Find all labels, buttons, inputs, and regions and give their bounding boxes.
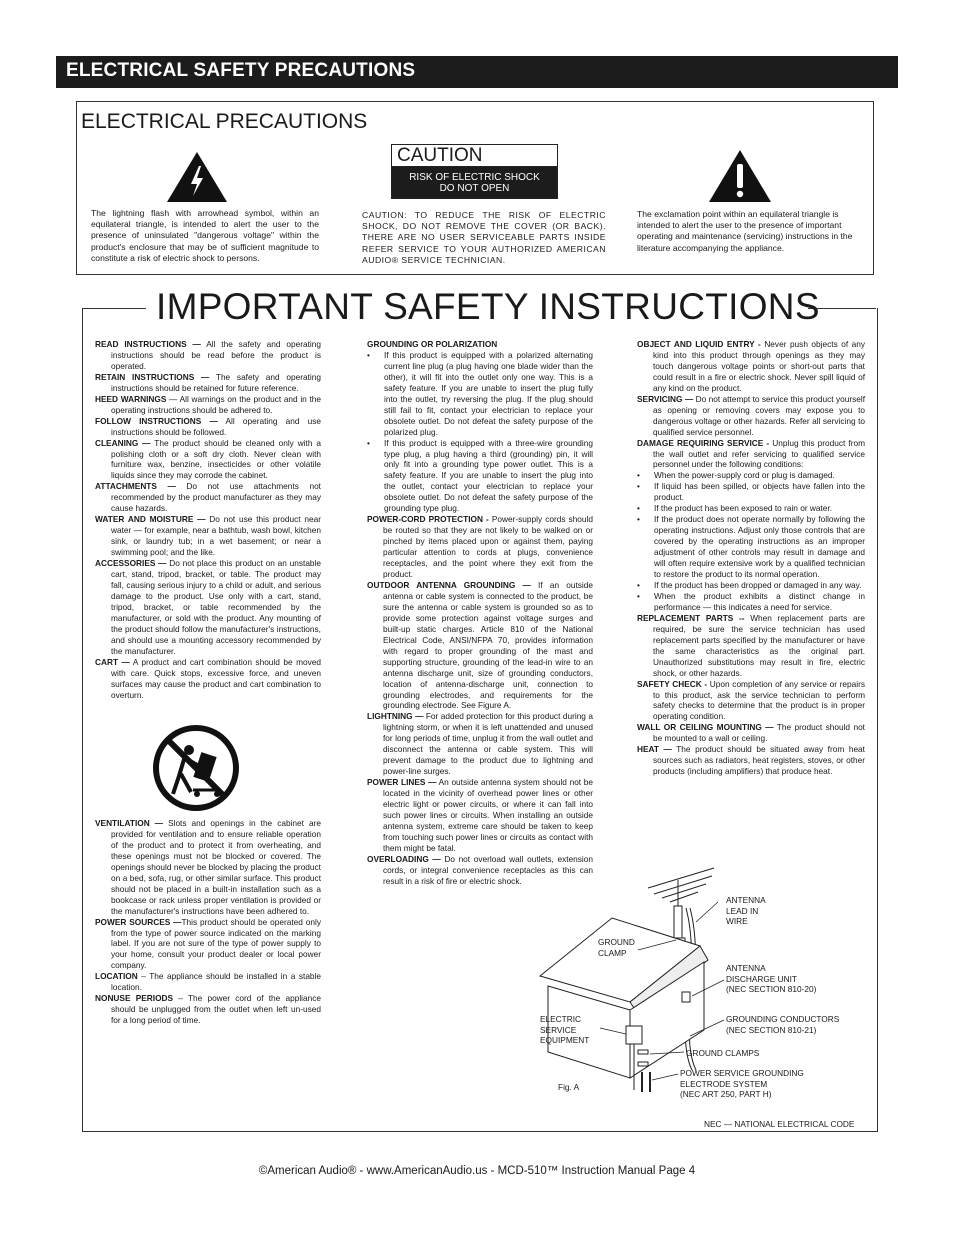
instruction-item: WALL OR CEILING MOUNTING — The product should not be mounted to a wall or ceiling.	[637, 722, 865, 744]
instruction-item: CART — A product and cart combination should be moved with care. Quick stops, excessive force, and uneven surfaces may cause the product and cart combination to overturn.	[95, 656, 321, 700]
instruction-item: HEED WARNINGS — All warnings on the product and in the operating instructions should be adhered to.	[95, 393, 322, 415]
label-ground-clamp: GROUND CLAMP	[598, 937, 635, 958]
caution-text: CAUTION: TO REDUCE THE RISK OF ELECTRIC SHOCK, DO NOT REMOVE THE COVER (OR BACK). THERE ARE NO USER SERVICEABLE PARTS INSIDE REFER SERVICE TO YOUR AUTHORIZED AMERICAN AUDIO® SERVICE TECHNICIAN.	[362, 210, 606, 265]
instruction-item: POWER LINES — An outside antenna system should not be located in the vicinity of overhead power lines or other electric light or power circuits, or where it can fall into such power lines or circuits. When installing an outside antenna system, extreme care should be taken to keep from touching such power lines or circuits as contact with them might be fatal.	[367, 777, 594, 853]
damage-condition-bullet: • If the product has been exposed to rain or water.	[637, 503, 865, 514]
cart-warning-icon	[151, 724, 241, 812]
antenna-grounding-diagram	[520, 866, 750, 1098]
electrical-precautions-box	[76, 101, 874, 275]
label-ground-clamps: GROUND CLAMPS	[686, 1048, 760, 1058]
caution-heading: CAUTION	[392, 145, 557, 167]
instruction-item: ACCESSORIES — Do not place this product on an unstable cart, stand, tripod, bracket, or table. The product may fall, causing serious injury to a child or adult, and serious damage to the product. Use only with a cart, stand, tripod, bracket, or table recommended by the manufacturer, or sold with the product. Any mounting of the product should follow the manufacturer's instructions, and should use a mounting accessory recommended by the manufacturer.	[95, 558, 322, 656]
isi-column-2-items	[367, 514, 593, 886]
exclamation-warning-icon	[707, 148, 773, 204]
instruction-item: VENTILATION — Slots and openings in the cabinet are provided for ventilation and to ensure reliable operation of the product and to protect it from overheating, and these openings must not be blocked or covered. The openings should never be blocked by placing the product on a bed, sofa, rug, or other similar surface. This product should not be placed in a built-in installation such as a bookcase or rack unless proper ventilation is provided or the manufacturer's instructions have been adhered to.	[95, 818, 321, 916]
caution-sub-line-1: RISK OF ELECTRIC SHOCK	[409, 172, 540, 183]
caution-label-box	[391, 144, 558, 199]
figure-label: Fig. A	[558, 1082, 580, 1092]
grounding-bullets	[367, 350, 593, 514]
instruction-item: NONUSE PERIODS – The power cord of the appliance should be unplugged from the outlet when left un-used for a long period of time.	[95, 993, 322, 1026]
banner-title: ELECTRICAL SAFETY PRECAUTIONS	[66, 60, 416, 81]
instruction-item: LIGHTNING — For added protection for this product during a lightning storm, or when it is left unattended and unused for long periods of time, unplug it from the wall outlet and disconnect the antenna or cable system. This will prevent damage to the product due to lightning and power-line surges.	[367, 711, 593, 777]
damage-condition-bullet: • If the product does not operate normally by following the operating instructions. Adjust only those controls that are covered by the operating instructions as an improper adjustment of other controls may result in damage and will often require extensive work by a qualified technician to restore the product to its normal operation.	[637, 514, 865, 580]
instruction-item: READ INSTRUCTIONS — All the safety and operating instructions should be read before the product is operated.	[95, 339, 321, 371]
damage-condition-bullet: • If liquid has been spilled, or objects have fallen into the product.	[637, 481, 865, 503]
instruction-item: WATER AND MOISTURE — Do not use this product near water — for example, near a bathtub, wash bowl, kitchen sink, or laundry tub; in a wet basement; or near a swimming pool; and the like.	[95, 514, 321, 558]
isi-column-3-bottom	[637, 613, 865, 777]
lightning-warning-icon	[165, 150, 229, 204]
label-antenna-discharge-unit: ANTENNA DISCHARGE UNIT (NEC SECTION 810-20)	[726, 963, 817, 994]
exclamation-symbol-text: The exclamation point within an equilateral triangle is intended to alert the user to the presence of important operating and maintenance (servicing) instructions in the literature accompanying the appliance.	[637, 209, 853, 253]
instruction-item: OBJECT AND LIQUID ENTRY - Never push objects of any kind into this product through openings as they may touch dangerous voltage points or short-out parts that could result in a fire or electric shock. Never spill liquid of any kind on the product.	[637, 339, 865, 393]
isi-column-1-top	[95, 339, 321, 700]
grounding-bullet: • If this product is equipped with a polarized alternating current line plug (a plug having one blade wider than the other), it will fit into the outlet only one way. This is a safety feature. If you are unable to insert the plug fully into the outlet, try reversing the plug. If the plug should still fail to fit, contact your electrician to replace your obsolete outlet. Do not defeat the safety purpose of the polarized plug.	[367, 350, 593, 438]
damage-condition-bullet: • If the product has been dropped or damaged in any way.	[637, 580, 865, 591]
nec-note: NEC — NATIONAL ELECTRICAL CODE	[704, 1119, 855, 1129]
damage-condition-bullet: • When the power-supply cord or plug is damaged.	[637, 470, 865, 481]
isi-column-3-top	[637, 339, 865, 470]
damage-condition-bullet: • When the product exhibits a distinct change in performance — this indicates a need for service.	[637, 591, 865, 613]
lightning-symbol-text: The lightning flash with arrowhead symbol, within an equilateral triangle, is intended to alert the user to the presence of uninsulated "dangerous voltage" within the product's enclosure that may be of sufficient magnitude to constitute a risk of electric shock to persons.	[91, 208, 319, 263]
grounding-bullet: • If this product is equipped with a three-wire grounding type plug, a plug having a third (grounding) pin, it will only fit into a grounding type power outlet. This is a safety feature. If you are unable to insert the plug into the outlet, contact your electrician to replace your obsolete outlet. Do not defeat the safety purpose of the grounding type plug.	[367, 438, 593, 515]
damage-conditions-bullets	[637, 470, 865, 612]
section-banner	[56, 56, 898, 88]
caution-sub-line-2: DO NOT OPEN	[439, 183, 510, 194]
label-electrode-system: POWER SERVICE GROUNDING ELECTRODE SYSTEM (NEC ART 250, PART H)	[680, 1068, 804, 1099]
instruction-item: POWER SOURCES —This product should be operated only from the type of power source indicated on the marking label. If you are not sure of the type of power supply to your home, consult your product dealer or local power company.	[95, 916, 321, 971]
label-electric-service-equipment: ELECTRIC SERVICE EQUIPMENT	[540, 1014, 590, 1045]
page-footer: ©American Audio® - www.AmericanAudio.us - MCD-510™ Instruction Manual Page 4	[258, 1165, 696, 1177]
instruction-item: DAMAGE REQUIRING SERVICE - Unplug this product from the wall outlet and refer servicing to qualified service personnel under the following conditions:	[637, 437, 865, 470]
isi-column-1-bottom	[95, 818, 321, 1026]
instruction-item: RETAIN INSTRUCTIONS — The safety and operating instructions should be retained for future reference.	[95, 371, 321, 393]
caution-subtext	[392, 167, 557, 198]
instruction-item: OVERLOADING — Do not overload wall outlets, extension cords, or integral convenience receptacles as this can result in a risk of fire or electric shock.	[367, 853, 594, 886]
label-grounding-conductors: GROUNDING CONDUCTORS (NEC SECTION 810-21)	[726, 1014, 840, 1035]
isi-title: IMPORTANT SAFETY INSTRUCTIONS	[156, 286, 820, 327]
instruction-item: POWER-CORD PROTECTION - Power-supply cords should be routed so that they are not likely to be walked on or pinched by items placed upon or against them, paying particular attention to cords at plugs, convenience receptacles, and the point where they exit from the product.	[367, 514, 593, 580]
instruction-item: CLEANING — The product should be cleaned only with a polishing cloth or a soft dry cloth. Never clean with furniture wax, benzine, insecticides or other volatile liquids since they may corrode the cabinet.	[95, 437, 322, 481]
instruction-item: ATTACHMENTS — Do not use attachments not recommended by the product manufacturer as they may cause hazards.	[95, 481, 321, 514]
precautions-title: ELECTRICAL PRECAUTIONS	[81, 110, 368, 133]
label-antenna-lead-in-wire: ANTENNA LEAD IN WIRE	[726, 895, 766, 926]
instruction-item: HEAT — The product should be situated away from heat sources such as radiators, heat registers, stoves, or other products (including amplifiers) that produce heat.	[637, 744, 865, 777]
instruction-item: REPLACEMENT PARTS -- When replacement parts are required, be sure the service technician has used replacement parts specified by the manufacturer or have the same characteristics as the original part. Unauthorized substitutions may result in fire, electric shock, or other hazards.	[637, 612, 865, 678]
instruction-item: LOCATION – The appliance should be installed in a stable location.	[95, 971, 321, 993]
instruction-item: SAFETY CHECK - Upon completion of any service or repairs to this product, ask the service technician to perform safety checks to determine that the product is in proper operating condition.	[637, 678, 865, 722]
instruction-item: OUTDOOR ANTENNA GROUNDING — If an outside antenna or cable system is connected to the product, be sure the antenna or cable system is grounded so as to provide some protection against voltage surges and built-up static charges. Article 810 of the National Electrical Code, ANSI/NFPA 70, provides information with regard to proper grounding of the mast and supporting structure, grounding of the lead-in wire to an antenna discharge unit, size of grounding conductors, location of antenna-discharge unit, connection to grounding electrodes, and requirements for the grounding electrode. See Figure A.	[367, 579, 594, 711]
instruction-item: SERVICING — Do not attempt to service this product yourself as opening or removing covers may expose you to dangerous voltage or other hazards. Refer all servicing to qualified service personnel.	[637, 393, 865, 437]
isi-column-3	[637, 339, 865, 777]
instruction-item: FOLLOW INSTRUCTIONS — All operating and use instructions should be followed.	[95, 415, 321, 437]
isi-column-2	[367, 339, 593, 887]
grounding-heading: GROUNDING OR POLARIZATION	[367, 339, 498, 349]
